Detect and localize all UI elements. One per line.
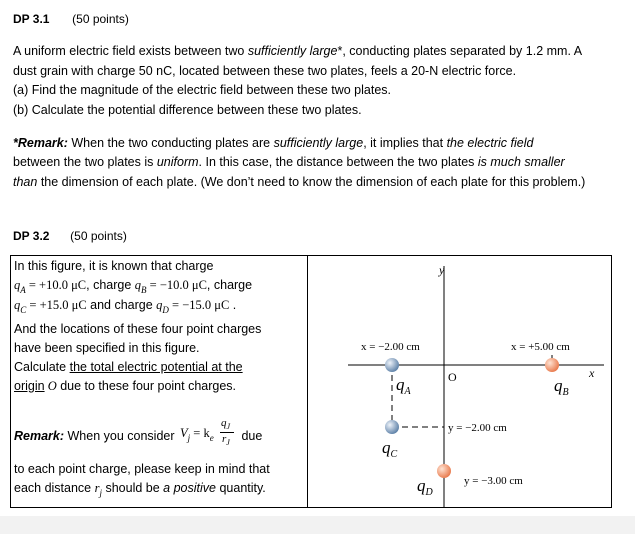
dp32-l7-b: due to these four point charges. <box>56 379 237 393</box>
dp31-r1-em: sufficiently large <box>273 136 364 150</box>
dp32-heading <box>13 229 127 243</box>
dp32-l3-f: . <box>229 298 237 312</box>
dp31-p1-em: sufficiently large <box>247 44 338 58</box>
dp32-l10-a: each distance <box>14 481 95 495</box>
dp32-remark-line <box>14 417 263 448</box>
dp32-l6-underlined: the total electric potential at the <box>69 360 243 374</box>
dp31-remark-line2 <box>13 153 565 172</box>
dp32-points: (50 points) <box>70 229 127 243</box>
charge-qB <box>545 358 559 372</box>
dp31-remark-line1 <box>13 134 533 153</box>
dp31-part-b: (b) Calculate the potential difference between these two plates. <box>13 103 362 117</box>
dp31-p1-rest: *, conducting plates separated by 1.2 mm. A <box>337 44 583 58</box>
dp32-l2-c: , charge <box>86 278 135 292</box>
dp32-line5: have been specified in this figure. <box>14 341 200 355</box>
charge-qA <box>385 358 399 372</box>
dp31-r1-b: , it implies that <box>363 136 447 150</box>
qC-value: = +15.0 μC <box>26 298 87 312</box>
dp32-figure-cell <box>308 256 612 508</box>
qA-position-label: x = −2.00 cm <box>361 341 420 353</box>
dp32-rem-a: When you consider <box>64 429 178 443</box>
dp32-text-cell <box>11 256 308 508</box>
dp31-para-line1 <box>13 42 582 61</box>
dp31-r2-a: between the two plates is <box>13 155 157 169</box>
formula-k-sub: e <box>209 432 214 443</box>
qD-sub: D <box>162 304 169 315</box>
formula-den-sub: J <box>226 438 230 448</box>
dp32-label: DP 3.2 <box>13 229 50 243</box>
y-axis-label: y <box>439 263 445 277</box>
x-axis-label: x <box>589 366 595 380</box>
qB-label: $q_B$ <box>554 376 569 398</box>
dp32-line1: In this figure, it is known that charge <box>14 259 214 273</box>
formula-v: V <box>179 426 188 440</box>
dp32-line4: And the locations of these four point charges <box>14 322 262 336</box>
dp32-problem-box <box>10 255 612 508</box>
qC-symbol: q <box>14 298 21 312</box>
dp31-points: (50 points) <box>72 12 129 26</box>
page-bottom-band <box>0 516 635 534</box>
dp31-r2-em2: is much smaller <box>477 155 565 169</box>
dp31-r2-b: . In this case, the distance between the two plates <box>198 155 478 169</box>
dp32-line6 <box>14 360 243 374</box>
dp31-r3-em: than <box>13 175 38 189</box>
origin-symbol: O <box>44 379 57 393</box>
qC-position-label: y = −2.00 cm <box>448 422 507 434</box>
dp31-p1-text: A uniform electric field exists between two <box>13 44 248 58</box>
qA-sub: A <box>20 284 26 295</box>
dp32-l10-em: a positive <box>163 481 216 495</box>
dp31-remark-label: *Remark: <box>13 136 68 150</box>
qA-value: = +10.0 μC <box>25 278 87 292</box>
dp32-l2-f: , charge <box>206 278 253 292</box>
dp31-r1-a: When the two conducting plates are <box>67 136 274 150</box>
dp31-r2-em: uniform <box>156 155 199 169</box>
dp32-l3-c: and charge <box>86 298 157 312</box>
qC-sub: C <box>20 304 27 315</box>
dp32-line2 <box>14 278 252 296</box>
charge-figure <box>308 256 611 507</box>
formula-denominator: r <box>221 433 227 445</box>
qD-symbol: q <box>156 298 163 312</box>
dp32-l10-c: quantity. <box>215 481 266 495</box>
formula-numerator: q <box>220 417 227 429</box>
dp31-remark-line3 <box>13 173 585 192</box>
dp32-l7-underlined: origin <box>14 379 45 393</box>
dp31-heading <box>13 12 129 26</box>
qA-label: $q_A$ <box>396 375 411 397</box>
qB-sub: B <box>141 284 147 295</box>
dp32-line3 <box>14 298 236 316</box>
formula-num-sub: J <box>226 422 231 432</box>
charge-qD <box>437 464 451 478</box>
qD-label: $q_D$ <box>417 476 433 498</box>
qD-position-label: y = −3.00 cm <box>464 475 523 487</box>
qC-label: $q_C$ <box>382 438 398 460</box>
qB-position-label: x = +5.00 cm <box>511 341 570 353</box>
dp31-para-line2: dust grain with charge 50 nC, located between these two plates, feels a 20-N electric force. <box>13 64 517 78</box>
formula-v-sub: j <box>187 432 191 443</box>
dp31-part-a: (a) Find the magnitude of the electric field between these two plates. <box>13 83 391 97</box>
qD-value: = −15.0 μC <box>168 298 230 312</box>
dp32-l10-b: should be <box>102 481 164 495</box>
dp32-rem-b: due <box>237 429 263 443</box>
qB-value: = −10.0 μC <box>146 278 207 292</box>
dp31-label: DP 3.1 <box>13 12 50 26</box>
dp32-line7 <box>14 379 236 394</box>
origin-label: O <box>448 370 457 384</box>
charge-qC <box>385 420 399 434</box>
dp32-remark-label: Remark: <box>14 429 65 443</box>
dp31-r1-em2: the electric field <box>446 136 534 150</box>
dp32-line9: to each point charge, please keep in mind that <box>14 462 270 476</box>
dp32-line10 <box>14 481 266 499</box>
distance-sub: j <box>99 487 102 498</box>
qB-symbol: q <box>134 278 142 292</box>
potential-formula <box>178 417 238 448</box>
dp32-l6-a: Calculate <box>14 360 70 374</box>
distance-symbol: r <box>94 481 100 495</box>
formula-eq-k: = k <box>190 426 210 440</box>
dp31-r3-b: the dimension of each plate. (We don’t need to know the dimension of each plate for this problem.) <box>37 175 586 189</box>
qA-symbol: q <box>14 278 21 292</box>
